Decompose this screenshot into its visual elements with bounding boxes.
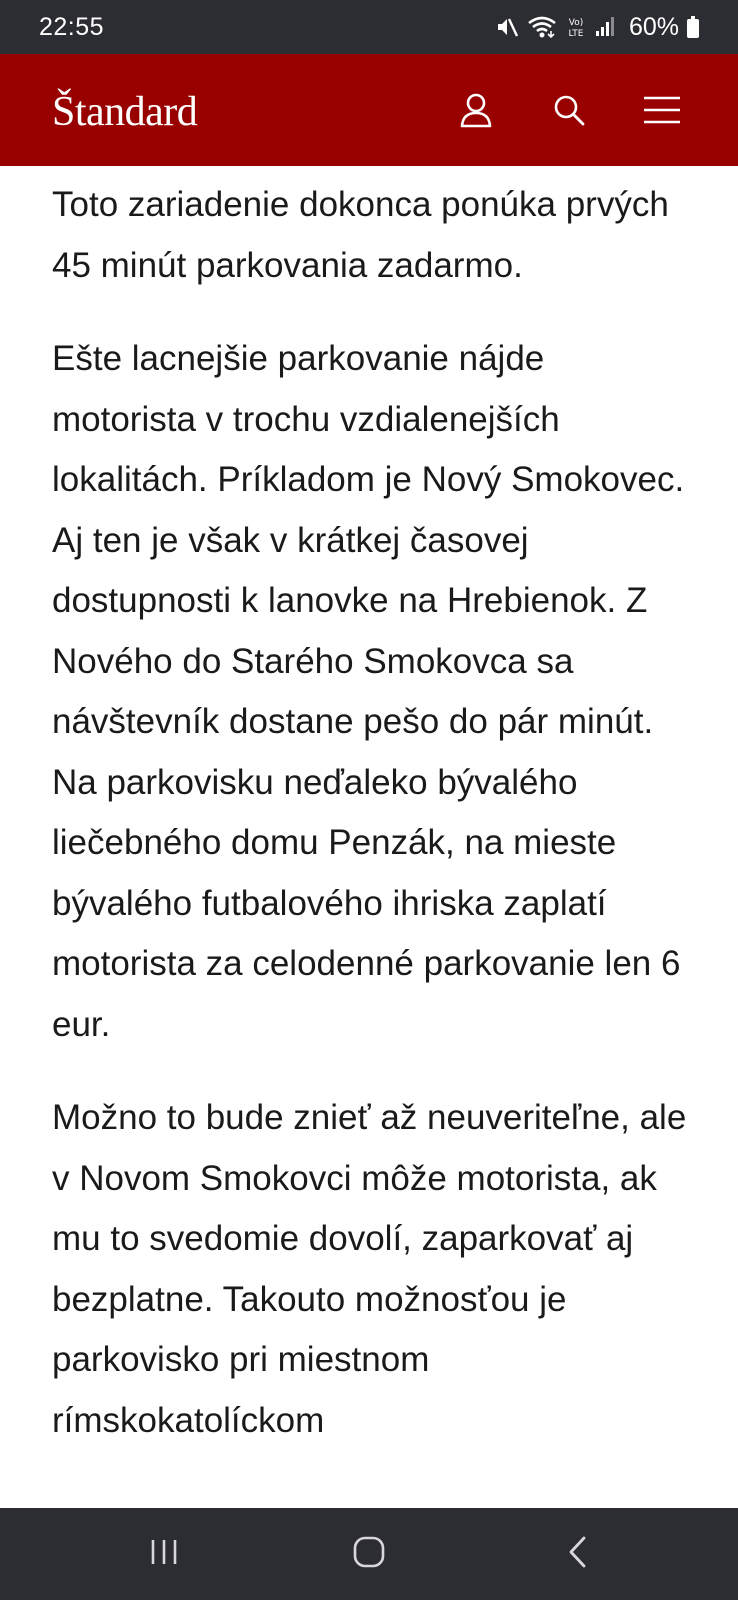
menu-button[interactable] — [640, 90, 684, 134]
battery-icon — [687, 16, 699, 38]
svg-text:LTE: LTE — [568, 29, 584, 39]
mute-icon — [495, 15, 519, 39]
app-header — [0, 54, 738, 166]
search-icon — [552, 93, 586, 132]
status-icons — [495, 13, 699, 42]
home-button[interactable] — [344, 1531, 394, 1577]
brand-logo[interactable]: Štandard — [52, 89, 198, 135]
status-bar — [0, 0, 738, 54]
article-paragraph: Možno to bude znieť až neuveriteľne, ale v Novom Smokovci môže motorista, ak mu to svedomie dovolí, zaparkovať aj bezplatne. Takouto možnosťou je parkovisko pri miestnom rímskokatolíckom — [52, 1098, 687, 1440]
volte-icon — [565, 15, 587, 39]
article-paragraph: Toto zariadenie dokonca ponúka prvých 45 minút parkovania zadarmo. — [52, 185, 669, 285]
account-button[interactable] — [454, 90, 498, 134]
svg-text:Vo): Vo) — [568, 18, 584, 28]
recents-button[interactable] — [139, 1531, 189, 1577]
battery-level: 60% — [628, 12, 679, 41]
back-icon — [565, 1535, 591, 1574]
status-time: 22:55 — [39, 12, 105, 41]
user-icon — [459, 92, 493, 133]
wifi-icon — [527, 15, 557, 39]
home-icon — [352, 1535, 386, 1574]
back-button[interactable] — [553, 1531, 603, 1577]
menu-icon — [643, 96, 681, 129]
article-body[interactable] — [0, 166, 738, 1508]
article-paragraph: Ešte lacnejšie parkovanie nájde motorista v trochu vzdialenejších lokalitách. Príkladom je Nový Smokovec. Aj ten je však v krátkej časovej dostupnosti k lanovke na Hrebienok. Z Nového do Starého Smokovca sa návštevník dostane pešo do pár minút. Na parkovisku neďaleko bývalého liečebného domu Penzák, na mieste bývalého futbalového ihriska zaplatí motorista za celodenné parkovanie len 6 eur. — [52, 339, 685, 1044]
recents-icon — [148, 1537, 180, 1572]
system-nav-bar — [0, 1508, 738, 1600]
signal-icon — [595, 16, 617, 38]
search-button[interactable] — [547, 90, 591, 134]
